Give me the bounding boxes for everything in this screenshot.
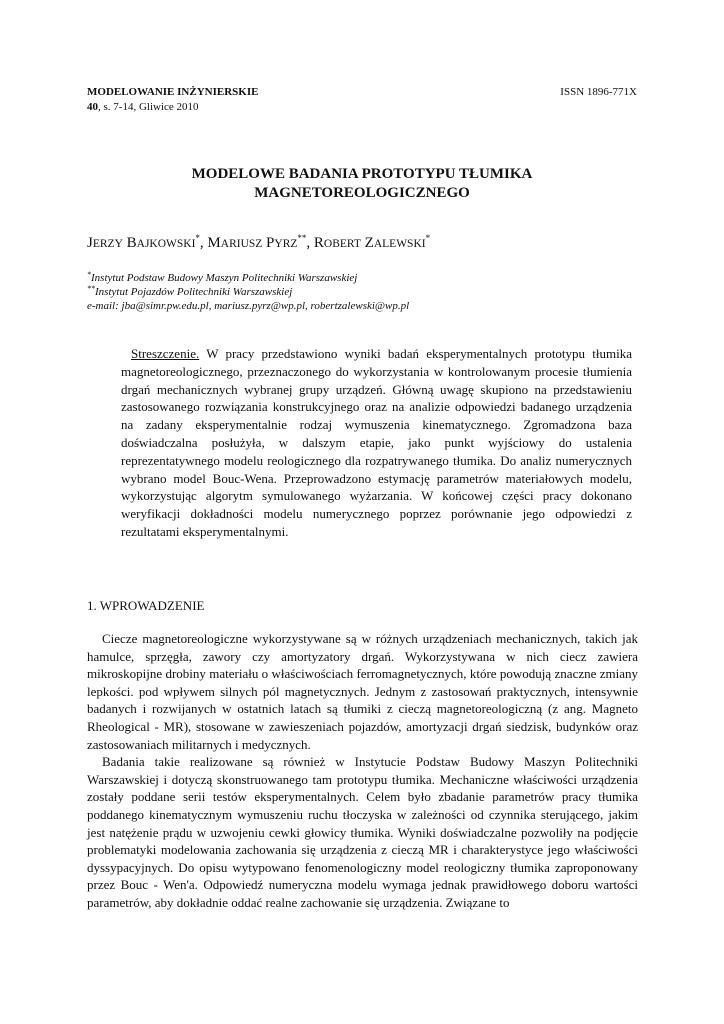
- abstract-text: W pracy przedstawiono wyniki badań eksperymentalnych prototypu tłumika magnetoreologicznego, przeznaczonego do wykorzystania w kontrolowanym procesie tłumienia drgań mechanicznych wybranej grupy urządzeń. Główną uwagę skupiono na przedstawieniu zastosowanego rozwiązania konstrukcyjnego oraz na analizie odpowiedzi badanego urządzenia na zadany eksperymentalnie rodzaj wymuszenia kinematycznego. Zgromadzona baza doświadczalna posłużyła, w dalszym etapie, jako punkt wyjściowy do ustalenia reprezentatywnego modelu reologicznego dla rozpatrywanego tłumika. Do analiz numerycznych wybrano model Bouc-Wena. Przeprowadzono estymację parametrów materiałowych modelu, wykorzystując algorytm symulowanego wyżarzania. W końcowej części pracy dokonano weryfikacji dokładności modelu numerycznego poprzez porównanie jego odpowiedzi z rezultatami eksperymentalnymi.: [121, 346, 632, 539]
- volume-number: 40: [87, 101, 98, 113]
- journal-issue: [87, 100, 258, 115]
- paper-title: [87, 165, 637, 203]
- paragraph-1: Ciecze magnetoreologiczne wykorzystywane są w różnych urządzeniach mechanicznych, takich jak hamulce, sprzęgła, zawory czy amortyzatory drgań. Wykorzystywana w nich ciecz zawiera mikroskopijne drobiny materiału o właściwościach ferromagnetycznych, które powodują znaczne zmiany lepkości. pod wpływem silnych pól magnetycznych. Jednym z zastosowań praktycznych, intensywnie badanych i rozwijanych w ostatnich latach są tłumiki z cieczą magnetoreologiczną (z ang. Magneto Rheological - MR), stosowane w zawieszeniach pojazdów, amortyzacji drgań siedzisk, budynków oraz zastosowaniach militarnych i medycznych.: [87, 631, 638, 752]
- paragraph-2: Badania takie realizowane są również w Instytucie Podstaw Budowy Maszyn Politechniki Warszawskiej i dotyczą skonstruowanego tam prototypu tłumika. Mechaniczne właściwości urządzenia zostały poddane serii testów eksperymentalnych. Celem było zbadanie parametrów pracy tłumika poddanego kinematycznym wymuszeniu ruchu tłoczyska w zależności od czynnika sterującego, jakim jest natężenie prądu w uzwojeniu cewki głowicy tłumika. Wyniki doświadczalne pozwoliły na podjęcie problematyki modelowania zachowania się urządzenia z cieczą MR i charakterystyce jego właściwości dyssypacyjnych. Do opisu wytypowano fenomenologiczny model reologiczny tłumika zaproponowany przez Bouc - Wen'a. Odpowiedź numeryczna modelu wymaga jednak prawidłowego doboru wartości parametrów, aby dokładnie oddać realne zachowanie się urządzenia. Związane to: [87, 754, 638, 910]
- title-line-1: MODELOWE BADANIA PROTOTYPU TŁUMIKA: [191, 166, 533, 182]
- author-1: JERZY BAJKOWSKI*: [87, 233, 200, 251]
- author-list: JERZY BAJKOWSKI*, MARIUSZ PYRZ**, ROBERT ZALEWSKI*: [87, 233, 431, 251]
- affiliation-2: **Instytut Pojazdów Politechniki Warszawskiej: [87, 284, 293, 298]
- email-line: e-mail: jba@simr.pw.edu.pl, mariusz.pyrz@wp.pl, robertzalewski@wp.pl: [87, 300, 410, 312]
- journal-header: [87, 85, 258, 115]
- issue-pages: , s. 7-14, Gliwice 2010: [98, 101, 199, 113]
- author-3: ROBERT ZALEWSKI*: [313, 233, 431, 251]
- abstract: [121, 345, 632, 541]
- affiliations: [87, 271, 409, 313]
- issn-label: ISSN 1896-771X: [560, 86, 637, 98]
- abstract-label: Streszczenie.: [131, 346, 200, 361]
- body-text: [87, 630, 638, 912]
- section-heading: 1. WPROWADZENIE: [87, 598, 205, 613]
- journal-name: MODELOWANIE INŻYNIERSKIE: [87, 86, 259, 98]
- author-2: MARIUSZ PYRZ**: [207, 233, 307, 251]
- affiliation-1: *Instytut Podstaw Budowy Maszyn Politechniki Warszawskiej: [87, 270, 358, 284]
- title-line-2: MAGNETOREOLOGICZNEGO: [254, 185, 470, 201]
